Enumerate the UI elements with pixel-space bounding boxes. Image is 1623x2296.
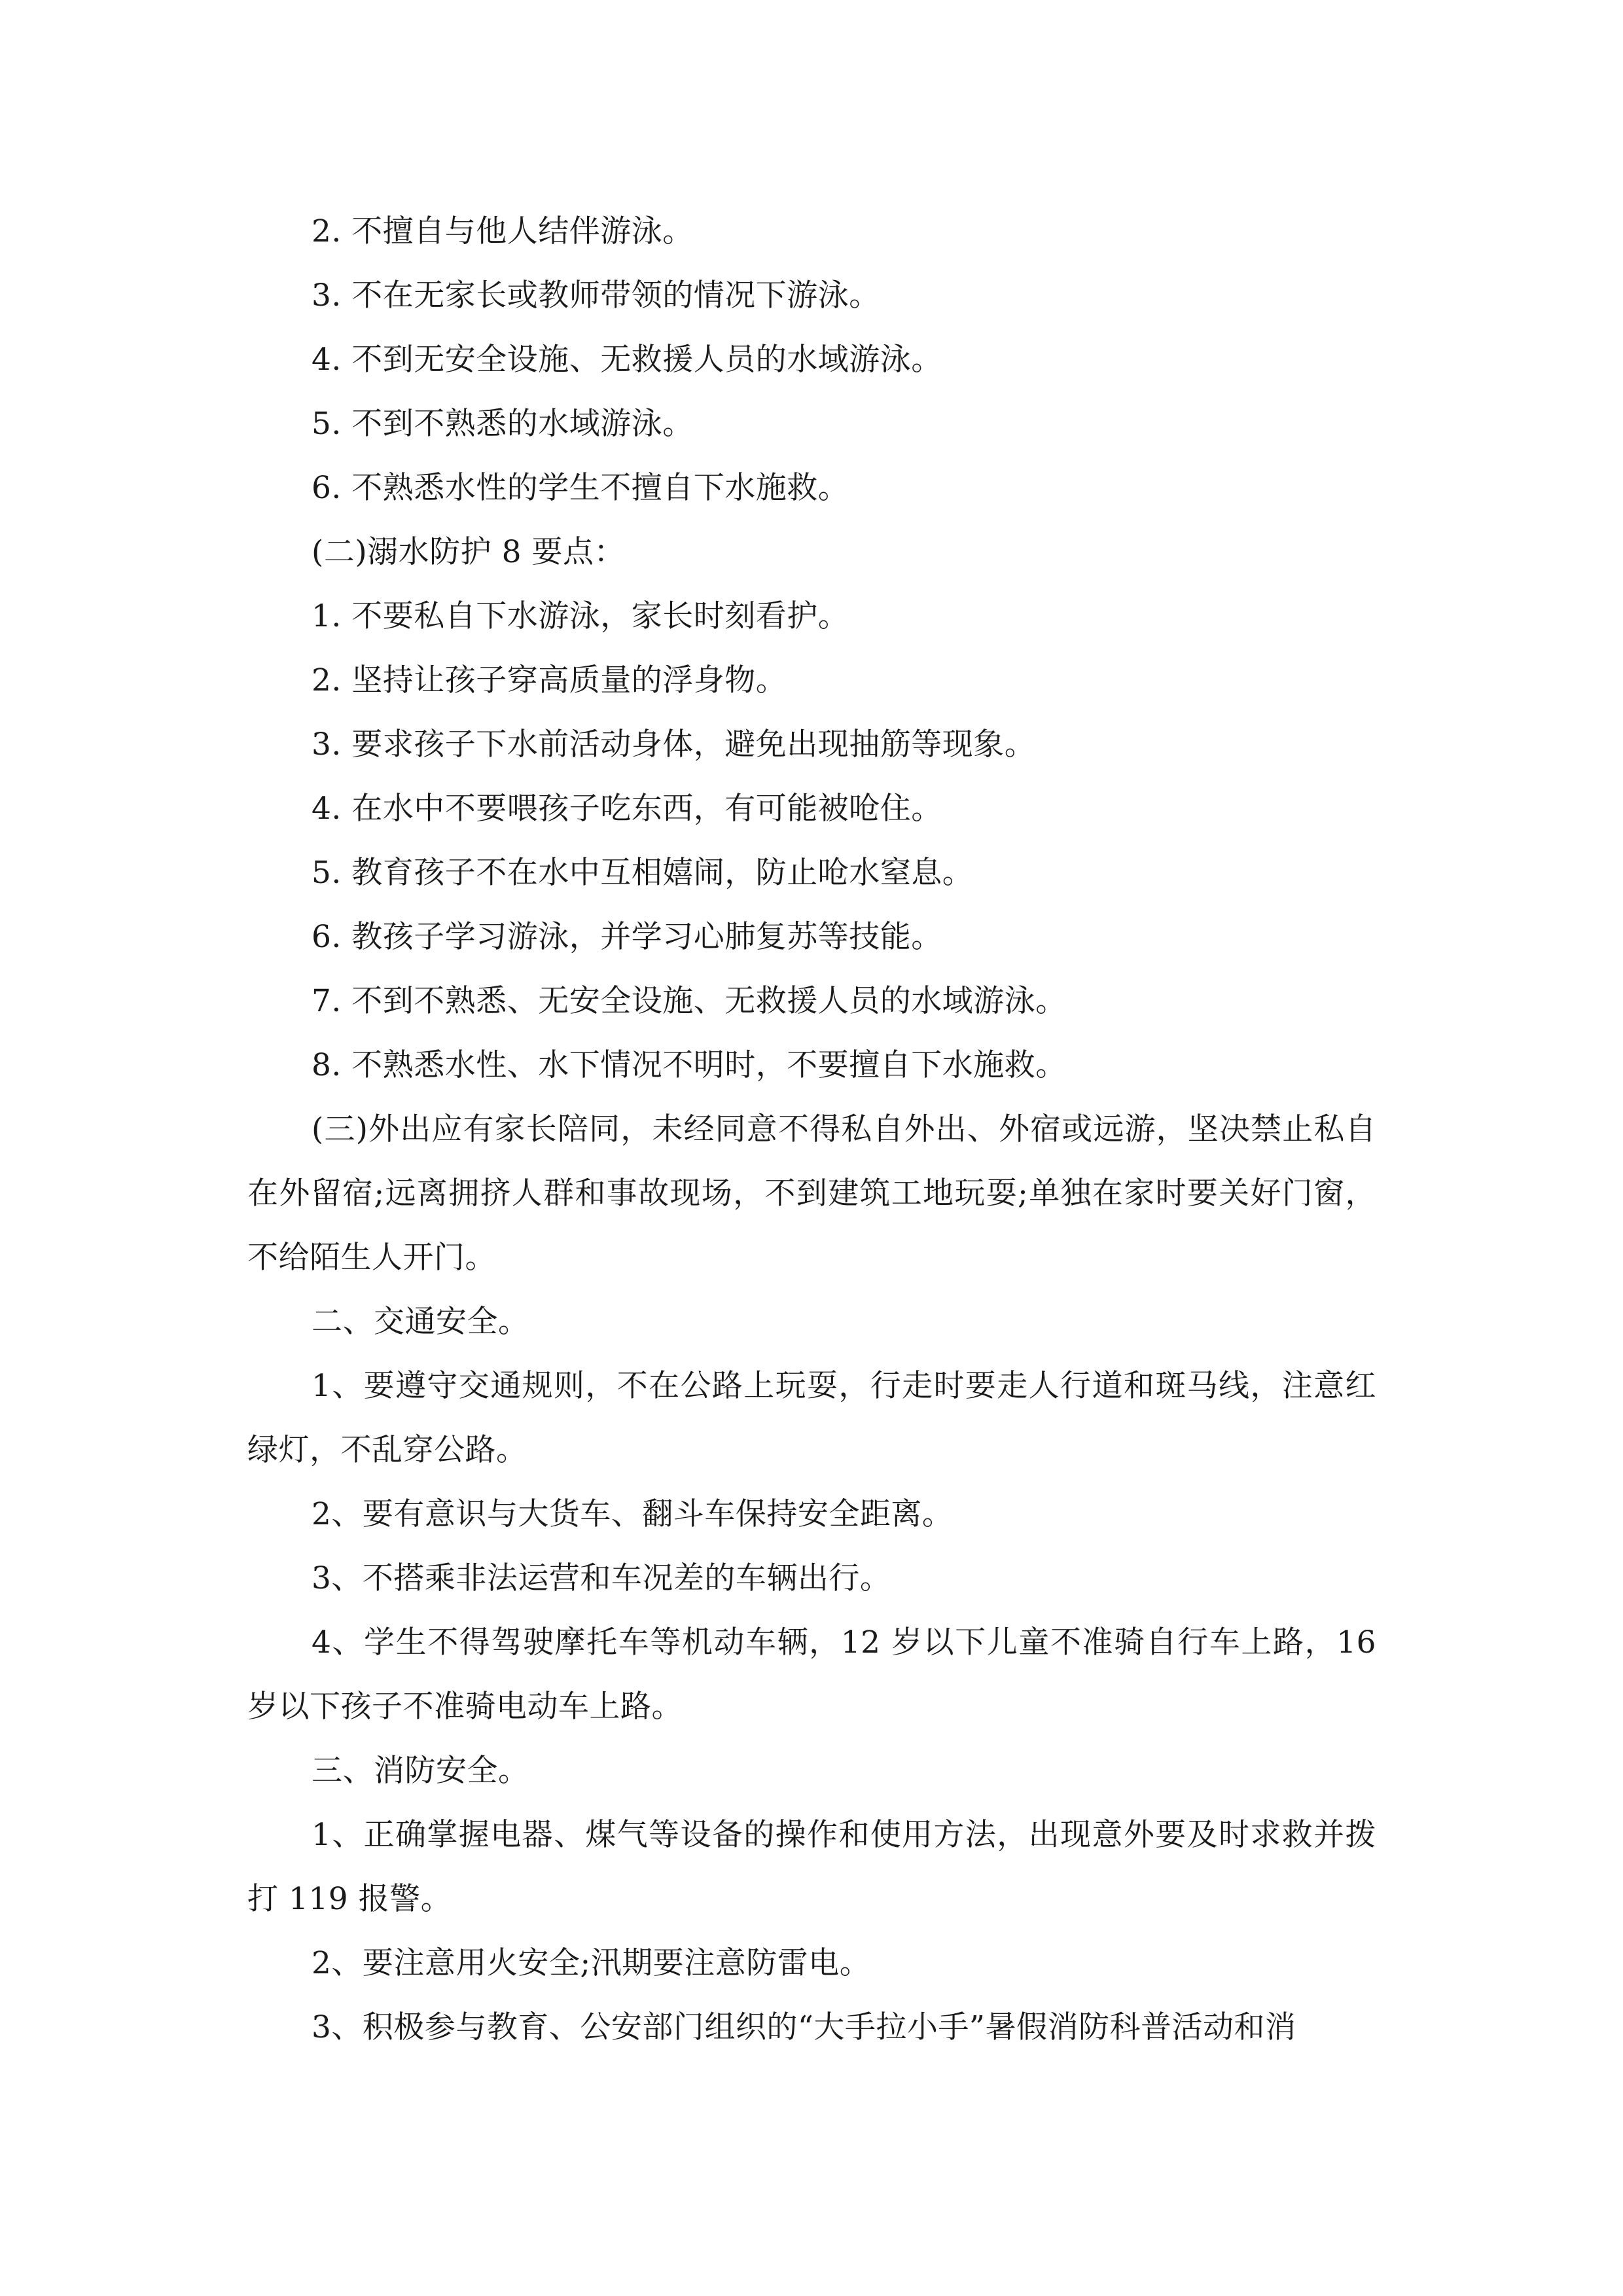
paragraph: 1、正确掌握电器、煤气等设备的操作和使用方法，出现意外要及时求救并拨打 119 报警。 — [247, 1817, 1376, 1917]
section-heading: 二、交通安全。 — [312, 1304, 529, 1340]
paragraph: 3、积极参与教育、公安部门组织的“大手拉小手”暑假消防科普活动和消 — [312, 2009, 1296, 2045]
paragraph: 4. 不到无安全设施、无救援人员的水域游泳。 — [312, 342, 942, 378]
paragraph: 2. 坚持让孩子穿高质量的浮身物。 — [312, 662, 787, 698]
paragraph: (三)外出应有家长陪同，未经同意不得私自外出、外宿或远游，坚决禁止私自在外留宿;远离拥挤人群和事故现场，不到建筑工地玩耍;单独在家时要关好门窗，不给陌生人开门。 — [247, 1111, 1376, 1276]
section-subheading: (二)溺水防护 8 要点： — [312, 534, 625, 570]
paragraph: 3. 要求孩子下水前活动身体，避免出现抽筋等现象。 — [312, 726, 1036, 762]
paragraph: 3、不搭乘非法运营和车况差的车辆出行。 — [312, 1560, 891, 1596]
paragraph: 7. 不到不熟悉、无安全设施、无救援人员的水域游泳。 — [312, 983, 1067, 1019]
paragraph: 2. 不擅自与他人结伴游泳。 — [312, 213, 694, 249]
paragraph: 1. 不要私自下水游泳，家长时刻看护。 — [312, 598, 849, 634]
document-body — [247, 200, 1376, 2060]
paragraph: 2、要注意用火安全;汛期要注意防雷电。 — [312, 1945, 871, 1981]
paragraph: 1、要遵守交通规则，不在公路上玩耍，行走时要走人行道和斑马线，注意红绿灯，不乱穿公路。 — [247, 1368, 1376, 1468]
paragraph: 5. 教育孩子不在水中互相嬉闹，防止呛水窒息。 — [312, 855, 974, 891]
section-heading: 三、消防安全。 — [312, 1753, 529, 1789]
paragraph: 6. 不熟悉水性的学生不擅自下水施救。 — [312, 470, 849, 506]
paragraph: 6. 教孩子学习游泳，并学习心肺复苏等技能。 — [312, 919, 942, 955]
paragraph: 4. 在水中不要喂孩子吃东西，有可能被呛住。 — [312, 791, 942, 827]
paragraph: 4、学生不得驾驶摩托车等机动车辆，12 岁以下儿童不准骑自行车上路，16 岁以下孩子不准骑电动车上路。 — [247, 1624, 1376, 1725]
paragraph: 5. 不到不熟悉的水域游泳。 — [312, 406, 694, 442]
paragraph: 3. 不在无家长或教师带领的情况下游泳。 — [312, 278, 880, 314]
paragraph: 2、要有意识与大货车、翻斗车保持安全距离。 — [312, 1496, 954, 1532]
paragraph: 8. 不熟悉水性、水下情况不明时，不要擅自下水施救。 — [312, 1047, 1067, 1083]
